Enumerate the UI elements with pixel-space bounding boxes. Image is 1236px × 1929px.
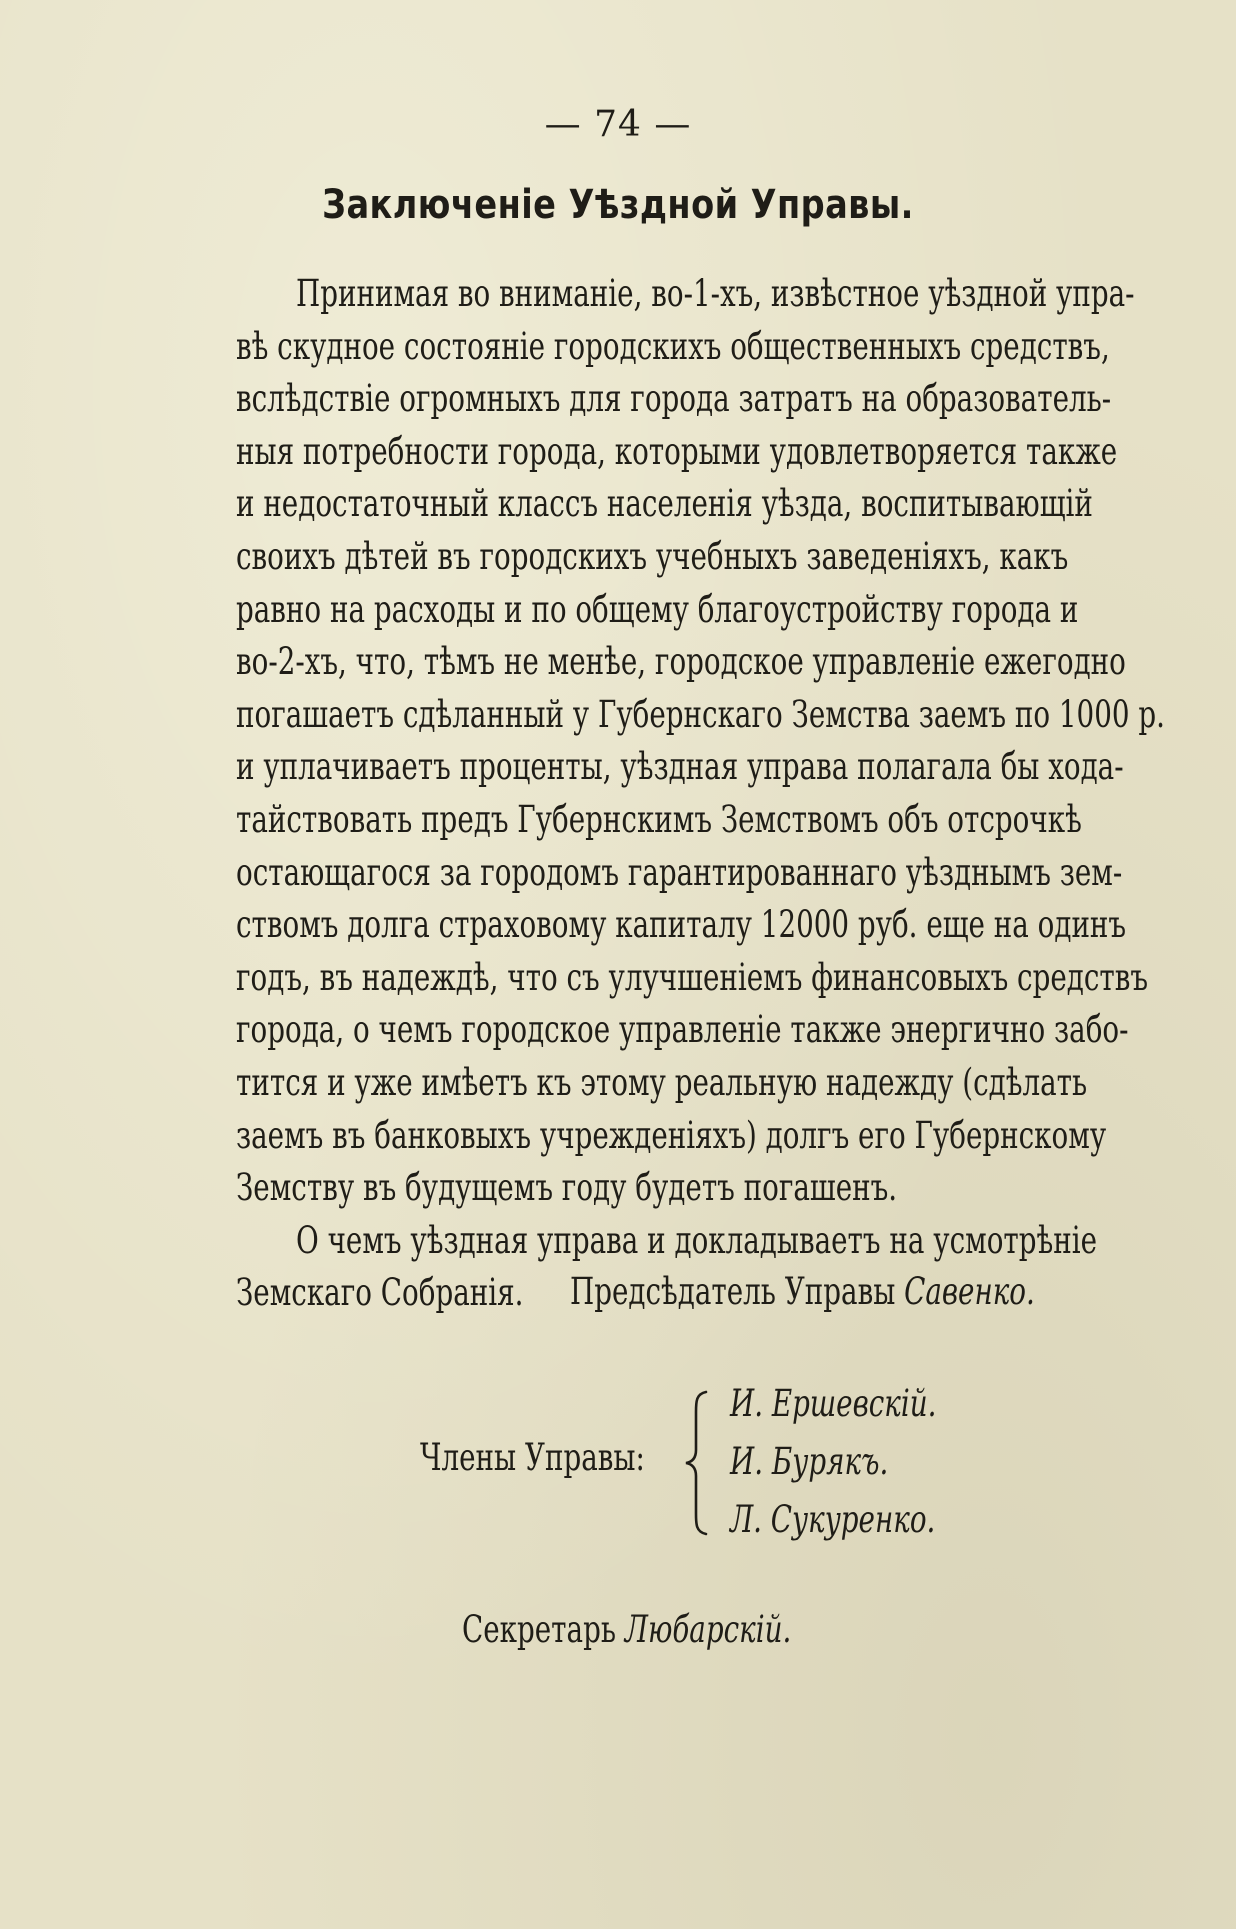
text-line: во-2-хъ, что, тѣмъ не менѣе, городское управленіе ежегодно — [236, 640, 1126, 684]
chairman-title: Предсѣдатель Управы — [570, 1270, 896, 1313]
secretary-name: Любарскій. — [624, 1608, 792, 1651]
body-text — [236, 268, 1165, 1320]
text-line: О чемъ уѣздная управа и докладываетъ на усмотрѣніе — [296, 1218, 1098, 1262]
secretary-title: Секретарь — [462, 1608, 616, 1651]
text-line: и уплачиваетъ проценты, уѣздная управа полагала бы хода- — [236, 745, 1124, 789]
page-number: — 74 — — [544, 104, 692, 145]
text-line: погашаетъ сдѣланный у Губернскаго Земства заемъ по 1000 р. — [236, 692, 1165, 736]
chairman-name: Савенко. — [904, 1270, 1035, 1313]
members-label: Члены Управы: — [420, 1436, 645, 1479]
text-line: вслѣдствіе огромныхъ для города затратъ на образователь- — [236, 377, 1112, 421]
text-line: ствомъ долга страховому капиталу 12000 руб. еще на одинъ — [236, 903, 1127, 947]
member-name: И. Ершевскій. — [730, 1382, 937, 1425]
text-line: тайствовать предъ Губернскимъ Земствомъ объ отсрочкѣ — [236, 797, 1082, 841]
text-line: Земскаго Собранія. — [236, 1271, 524, 1315]
secretary-signature — [462, 1608, 791, 1651]
chairman-signature — [570, 1270, 1035, 1313]
text-line: заемъ въ банковыхъ учрежденіяхъ) долгъ его Губернскому — [236, 1113, 1107, 1157]
text-line: годъ, въ надеждѣ, что съ улучшеніемъ финансовыхъ средствъ — [236, 955, 1149, 999]
text-line: и недостаточный классъ населенія уѣзда, воспитывающій — [236, 482, 1093, 526]
section-heading: Заключеніе Уѣздной Управы. — [322, 182, 914, 228]
curly-brace-icon — [682, 1388, 712, 1538]
text-line: города, о чемъ городское управленіе также энергично забо- — [236, 1008, 1129, 1052]
text-line: остающагося за городомъ гарантированнаго уѣзднымъ зем- — [236, 850, 1123, 894]
text-line: своихъ дѣтей въ городскихъ учебныхъ заведеніяхъ, какъ — [236, 534, 1069, 578]
text-line: тится и уже имѣетъ къ этому реальную надежду (сдѣлать — [236, 1060, 1088, 1104]
text-line: Принимая во вниманіе, во-1-хъ, извѣстное уѣздной упра- — [296, 272, 1135, 315]
text-line: Земству въ будущемъ году будетъ погашенъ. — [236, 1166, 898, 1210]
text-line: вѣ скудное состояніе городскихъ общественныхъ средствъ, — [236, 324, 1110, 368]
text-line: равно на расходы и по общему благоустройству города и — [236, 587, 1079, 631]
text-line: ныя потребности города, которыми удовлетворяется также — [236, 429, 1118, 473]
member-name: Л. Сукуренко. — [730, 1498, 936, 1541]
member-name: И. Бурякъ. — [730, 1440, 889, 1483]
